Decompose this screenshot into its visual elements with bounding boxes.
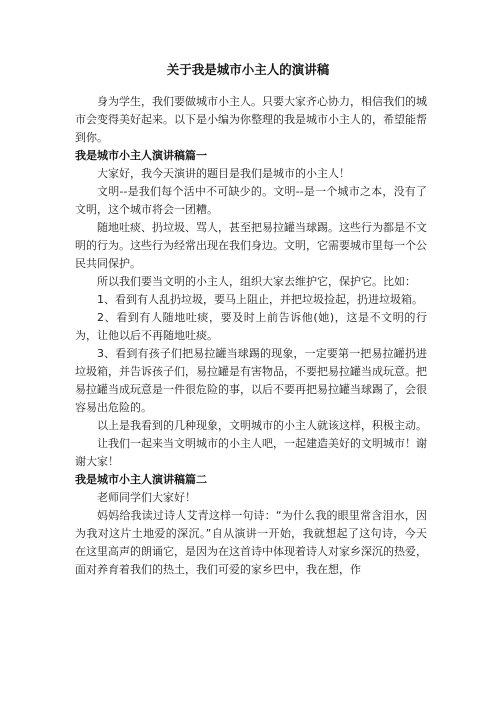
paragraph: 随地吐痰、扔垃圾、骂人，甚至把易拉罐当球踢。这些行为都是不文明的行为。这些行为经常出现在我们身边。文明，它需要城市里每一个公民共同保护。: [75, 221, 427, 270]
document-title: 关于我是城市小主人的演讲稿: [166, 62, 330, 77]
paragraph: 让我们一起来当文明城市的小主人吧，一起建造美好的文明城市！谢谢大家！: [75, 437, 427, 468]
list-item: 1、看到有人乱扔垃圾，要马上阻止，并把垃圾捡起，扔进垃圾箱。: [97, 293, 423, 306]
list-item: 3、看到有孩子们把易拉罐当球踢的现象，一定要第一把易拉罐扔进垃圾箱，并告诉孩子们，易拉罐是有害物品，不要把易拉罐当成玩意。把易拉罐当成玩意是一件很危险的事，以后不要再把易拉罐当球踢了，会很容易出危险的。: [75, 347, 427, 414]
paragraph: 妈妈给我读过诗人艾青这样一句诗：“为什么我的眼里常含泪水，因为我对这片土地爱的深沉。”自从演讲一开始，我就想起了这句诗，今天在这里高声的朗诵它，是因为在这首诗中体现着诗人对家乡深沉的热爱，面对养育着我们的热土，我们可爱的家乡巴中，我在想，作: [75, 509, 427, 576]
paragraph: 所以我们要当文明的小主人，组织大家去维护它，保护它。比如：: [97, 275, 416, 288]
section-heading-2: 我是城市小主人演讲稿篇二: [75, 473, 207, 486]
paragraph: 大家好，我今天演讲的题目是我们是城市的小主人！: [97, 167, 350, 180]
intro-paragraph: 身为学生，我们要做城市小主人。只要大家齐心协力，相信我们的城市会变得美好起来。以下是小编为你整理的我是城市小主人的，希望能帮到你。: [75, 95, 427, 144]
paragraph: 文明--是我们每个活中不可缺少的。文明--是一个城市之本，没有了文明，这个城市将会一团糟。: [75, 185, 427, 216]
document-body: [75, 93, 427, 579]
paragraph: 以上是我看到的几种现象，文明城市的小主人就该这样，积极主动。: [97, 419, 427, 432]
paragraph: 老师同学们大家好！: [97, 491, 196, 504]
list-item: 2、看到有人随地吐痰，要及时上前告诉他(她)，这是不文明的行为，让他以后不再随地吐痰。: [75, 311, 427, 342]
section-heading-1: 我是城市小主人演讲稿篇一: [75, 149, 207, 162]
